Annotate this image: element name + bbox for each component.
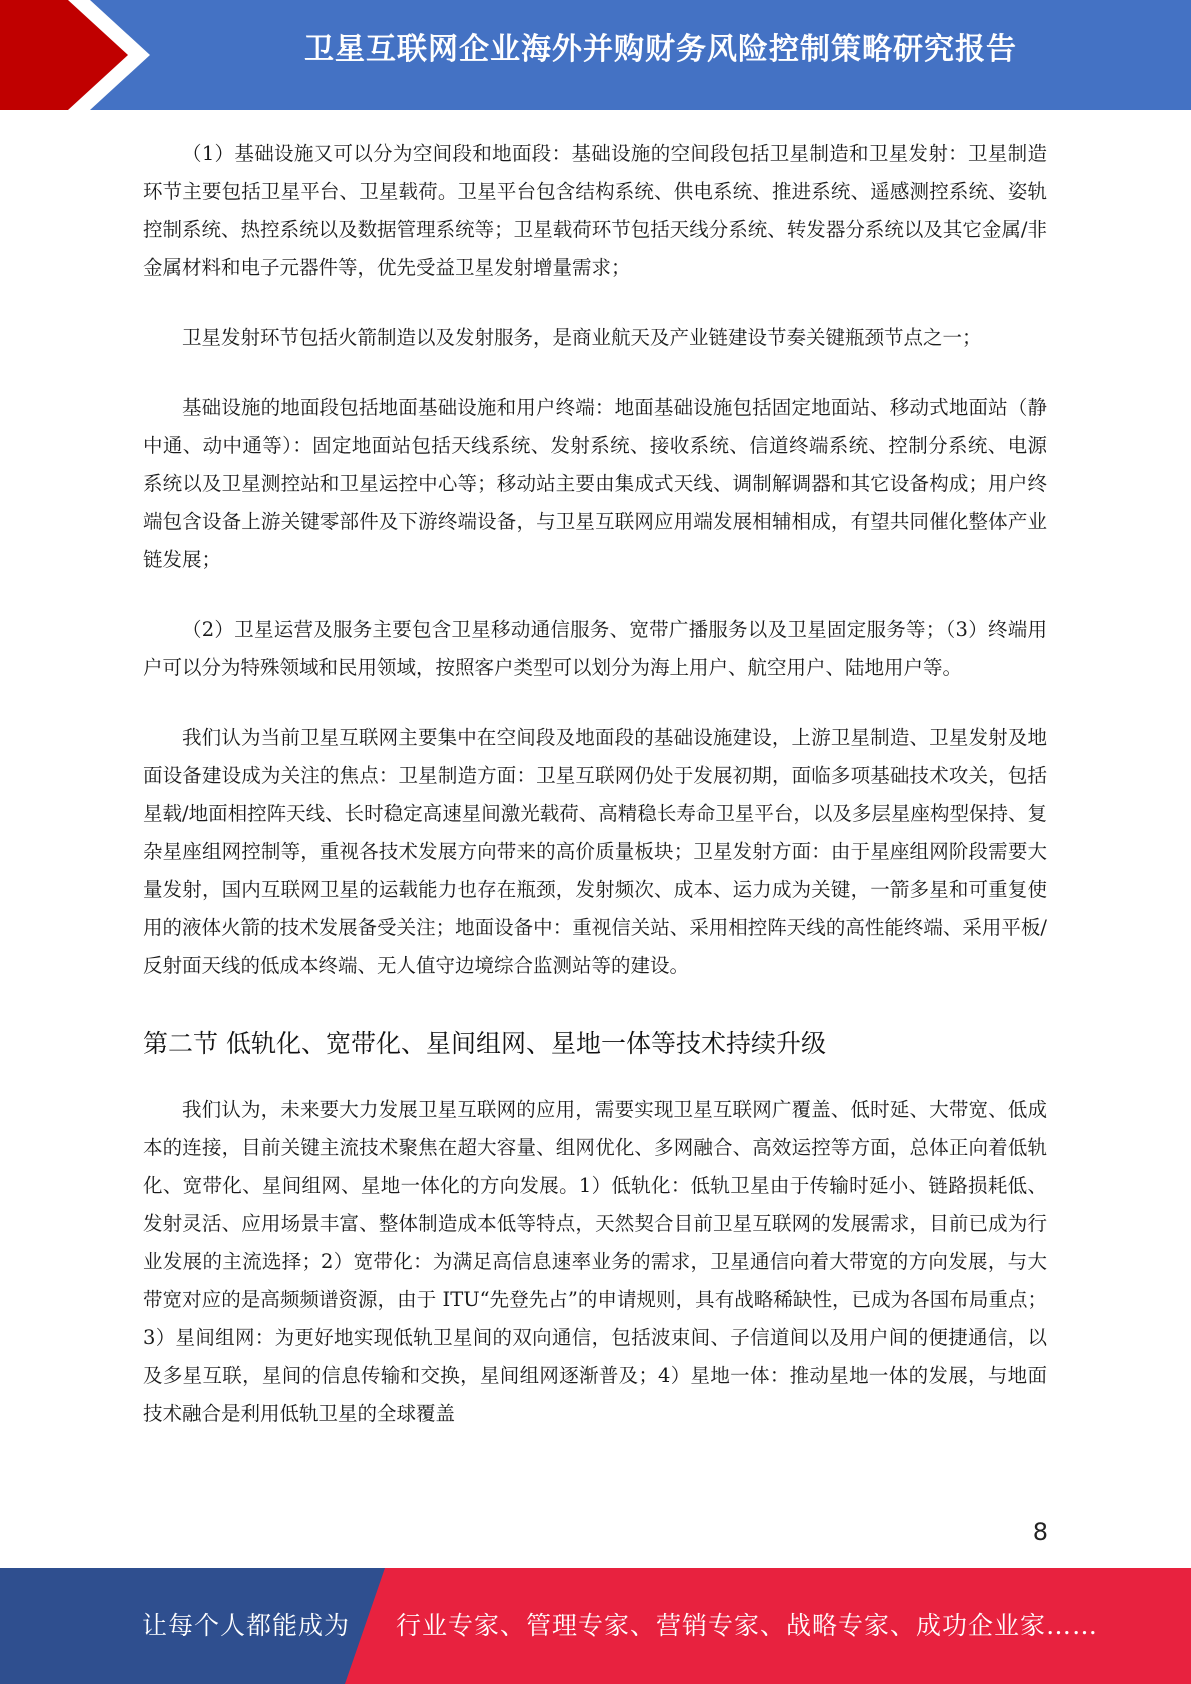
- page-number: 8: [1032, 1518, 1048, 1546]
- paragraph: 我们认为当前卫星互联网主要集中在空间段及地面段的基础设施建设，上游卫星制造、卫星发射及地面设备建设成为关注的焦点：卫星制造方面：卫星互联网仍处于发展初期，面临多项基础技术攻关，包括星载/地面相控阵天线、长时稳定高速星间激光载荷、高精稳长寿命卫星平台，以及多层星座构型保持、复杂星座组网控制等，重视各技术发展方向带来的高价质量板块；卫星发射方面：由于星座组网阶段需要大量发射，国内互联网卫星的运载能力也存在瓶颈，发射频次、成本、运力成为关键，一箭多星和可重复使用的液体火箭的技术发展备受关注；地面设备中：重视信关站、采用相控阵天线的高性能终端、采用平板/反射面天线的低成本终端、无人值守边境综合监测站等的建设。: [143, 726, 1047, 977]
- paragraph: 我们认为，未来要大力发展卫星互联网的应用，需要实现卫星互联网广覆盖、低时延、大带宽、低成本的连接，目前关键主流技术聚焦在超大容量、组网优化、多网融合、高效运控等方面，总体正向着低轨化、宽带化、星间组网、星地一体化的方向发展。1）低轨化：低轨卫星由于传输时延小、链路损耗低、发射灵活、应用场景丰富、整体制造成本低等特点，天然契合目前卫星互联网的发展需求，目前已成为行业发展的主流选择；2）宽带化：为满足高信息速率业务的需求，卫星通信向着大带宽的方向发展，与大带宽对应的是高频频谱资源，由于 ITU“先登先占”的申请规则，具有战略稀缺性，已成为各国布局重点；3）星间组网：为更好地实现低轨卫星间的双向通信，包括波束间、子信道间以及用户间的便捷通信，以及多星互联，星间的信息传输和交换，星间组网逐渐普及；4）星地一体：推动星地一体的发展，与地面技术融合是利用低轨卫星的全球覆盖: [143, 1098, 1047, 1425]
- header-banner: [0, 0, 1191, 110]
- paragraph: 卫星发射环节包括火箭制造以及发射服务，是商业航天及产业链建设节奏关键瓶颈节点之一；: [182, 326, 982, 349]
- header-title: 卫星互联网企业海外并购财务风险控制策略研究报告: [304, 32, 1017, 67]
- paragraph: （1）基础设施又可以分为空间段和地面段：基础设施的空间段包括卫星制造和卫星发射：卫星制造环节主要包括卫星平台、卫星载荷。卫星平台包含结构系统、供电系统、推进系统、遥感测控系统、姿轨控制系统、热控系统以及数据管理系统等；卫星载荷环节包括天线分系统、转发器分系统以及其它金属/非金属材料和电子元器件等，优先受益卫星发射增量需求；: [143, 142, 1047, 279]
- document-body: [143, 135, 1047, 1433]
- paragraph: 基础设施的地面段包括地面基础设施和用户终端：地面基础设施包括固定地面站、移动式地面站（静中通、动中通等）：固定地面站包括天线系统、发射系统、接收系统、信道终端系统、控制分系统、电源系统以及卫星测控站和卫星运控中心等；移动站主要由集成式天线、调制解调器和其它设备构成；用户终端包含设备上游关键零部件及下游终端设备，与卫星互联网应用端发展相辅相成，有望共同催化整体产业链发展；: [143, 396, 1047, 571]
- paragraph: （2）卫星运营及服务主要包含卫星移动通信服务、宽带广播服务以及卫星固定服务等；（3）终端用户可以分为特殊领域和民用领域，按照客户类型可以划分为海上用户、航空用户、陆地用户等。: [143, 618, 1047, 679]
- footer-banner: [0, 1568, 1191, 1684]
- footer-slogan-right: 行业专家、管理专家、营销专家、战略专家、成功企业家……: [396, 1611, 1099, 1640]
- footer-slogan-left: 让每个人都能成为: [142, 1611, 351, 1640]
- section-heading: 第二节 低轨化、宽带化、星间组网、星地一体等技术持续升级: [143, 1029, 826, 1058]
